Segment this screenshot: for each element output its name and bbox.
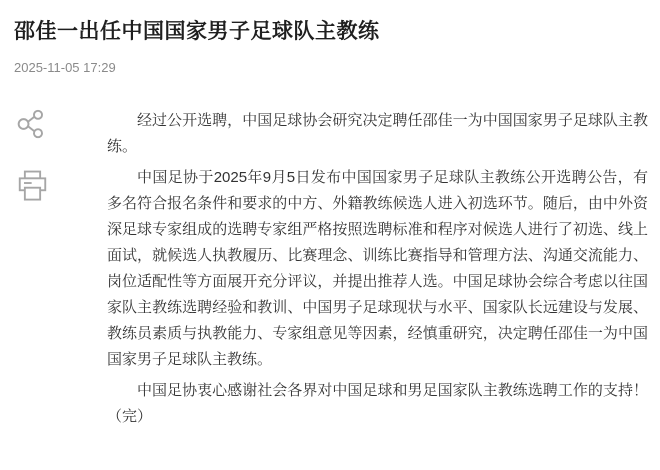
side-toolbar [0, 108, 107, 202]
paragraph-3: 中国足协衷心感谢社会各界对中国足球和男足国家队主教练选聘工作的支持！（完） [107, 382, 648, 425]
paragraph-2: 中国足协于2025年9月5日发布中国国家男子足球队主教练公开选聘公告，有多名符合报名条件和要求的中方、外籍教练候选人进入初选环节。随后，由中外资深足球专家组成的选聘专家组严格按照选聘标准和程序对候选人进行了初选、线上面试，就候选人执教履历、比赛理念、训练比赛指导和管理方法、沟通交流能力、岗位适配性等方面展开充分评议，并提出推荐人选。中国足球协会综合考虑以往国家队主教练选聘经验和教训、中国男子足球现状与水平、国家队长远建设与发展、教练员素质与执教能力、专家组意见等因素，经慎重研究，决定聘任邵佳一为中国国家男子足球队主教练。 [107, 169, 648, 368]
article-content [0, 108, 660, 435]
article-header [0, 0, 660, 75]
paragraph-1: 经过公开选聘，中国足球协会研究决定聘任邵佳一为中国国家男子足球队主教练。 [107, 112, 648, 155]
share-icon [17, 109, 45, 139]
article-body [107, 108, 648, 435]
share-button[interactable] [17, 108, 49, 140]
print-button[interactable] [17, 170, 49, 202]
print-icon [17, 169, 48, 203]
article-title: 邵佳一出任中国国家男子足球队主教练 [14, 20, 380, 43]
publish-date: 2025-11-05 17:29 [14, 60, 116, 75]
